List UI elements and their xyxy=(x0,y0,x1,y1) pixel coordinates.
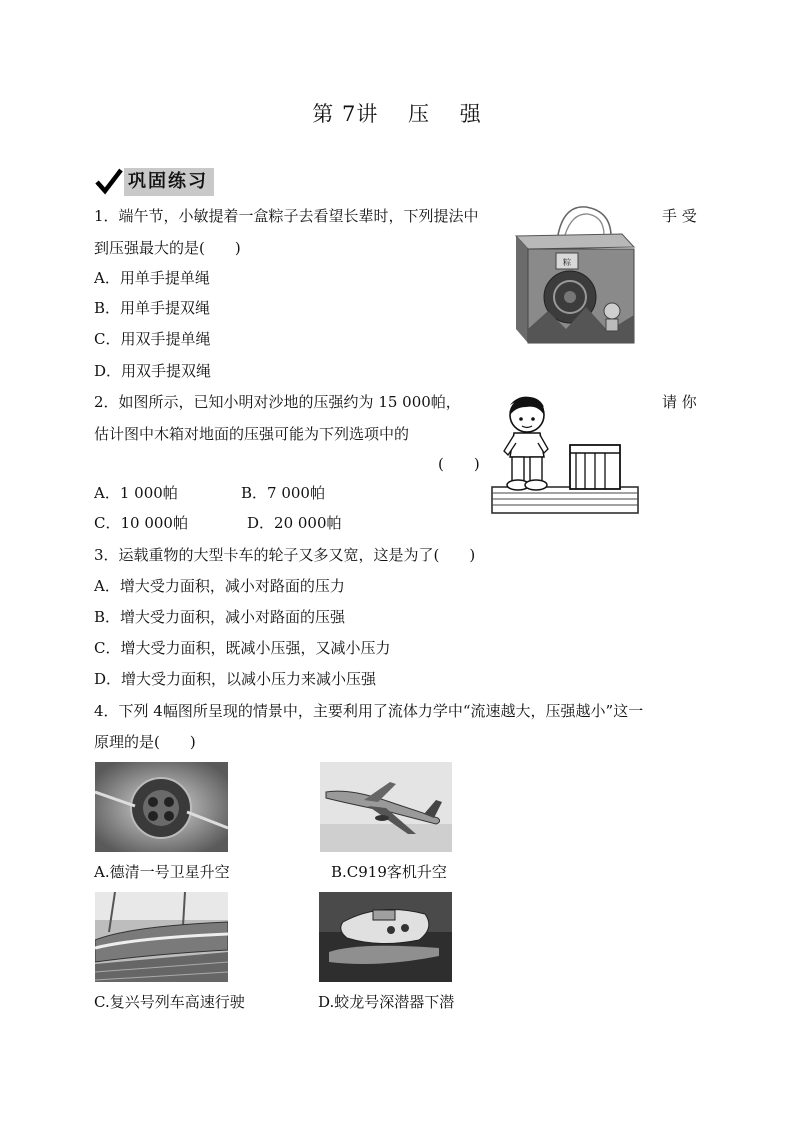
q4-line-1: 4．下列 4幅图所呈现的情景中，主要利用了流体力学中“流速越大，压强越小”这一 xyxy=(94,702,644,720)
q2-line-1-right: 请 你 xyxy=(662,393,697,411)
title-word-1: 压 xyxy=(408,102,431,126)
q2-option-c[interactable]: C．10 000帕 xyxy=(94,514,188,532)
title-prefix: 第 7讲 xyxy=(312,102,379,126)
q2-option-b[interactable]: B．7 000帕 xyxy=(241,484,325,502)
jiaolong-submersible-photo xyxy=(319,892,452,982)
section-label: 巩固练习 xyxy=(124,168,214,196)
q2-option-d[interactable]: D．20 000帕 xyxy=(247,514,342,532)
q1-line-1: 1．端午节，小敏提着一盒粽子去看望长辈时，下列提法中 xyxy=(94,207,479,225)
q2-line-1: 2．如图所示，已知小明对沙地的压强约为 15 000帕， xyxy=(94,393,461,411)
q1-line-2: 到压强最大的是( ) xyxy=(94,239,241,257)
c919-plane-photo xyxy=(320,762,452,852)
q2-option-a[interactable]: A．1 000帕 xyxy=(94,484,178,502)
q1-option-d[interactable]: D．用双手提双绳 xyxy=(94,362,212,380)
zongzi-gift-box-image xyxy=(512,203,636,348)
title-word-2: 强 xyxy=(459,102,482,126)
q1-option-a[interactable]: A．用单手提单绳 xyxy=(94,269,210,287)
q3-option-b[interactable]: B．增大受力面积，减小对路面的压强 xyxy=(94,608,346,626)
q1-option-b[interactable]: B．用单手提双绳 xyxy=(94,299,211,317)
q3-option-d[interactable]: D．增大受力面积，以减小压力来减小压强 xyxy=(94,670,377,688)
boy-and-box-image xyxy=(490,393,640,515)
checkmark-icon xyxy=(94,168,124,196)
q3-option-c[interactable]: C．增大受力面积，既减小压强，又减小压力 xyxy=(94,639,391,657)
q1-option-c[interactable]: C．用双手提单绳 xyxy=(94,330,211,348)
q4-caption-a[interactable]: A.德清一号卫星升空 xyxy=(94,863,230,881)
q2-line-2: 估计图中木箱对地面的压强可能为下列选项中的 xyxy=(94,425,410,443)
satellite-launch-photo xyxy=(95,762,228,852)
q4-line-2: 原理的是( ) xyxy=(94,733,196,751)
q4-caption-c[interactable]: C.复兴号列车高速行驶 xyxy=(94,993,245,1011)
fuxing-train-photo xyxy=(95,892,228,982)
q4-caption-d[interactable]: D.蛟龙号深潜器下潜 xyxy=(318,993,455,1011)
q4-caption-b[interactable]: B.C919客机升空 xyxy=(331,863,447,881)
q2-answer-paren: ( ) xyxy=(438,455,480,473)
box-emblem-text: 粽 xyxy=(563,258,571,267)
q3-line-1: 3．运载重物的大型卡车的轮子又多又宽，这是为了( ) xyxy=(94,546,476,564)
q3-option-a[interactable]: A．增大受力面积，减小对路面的压力 xyxy=(94,577,345,595)
q1-line-1-right: 手 受 xyxy=(662,207,697,225)
section-header xyxy=(94,168,214,196)
page-title xyxy=(0,98,794,128)
